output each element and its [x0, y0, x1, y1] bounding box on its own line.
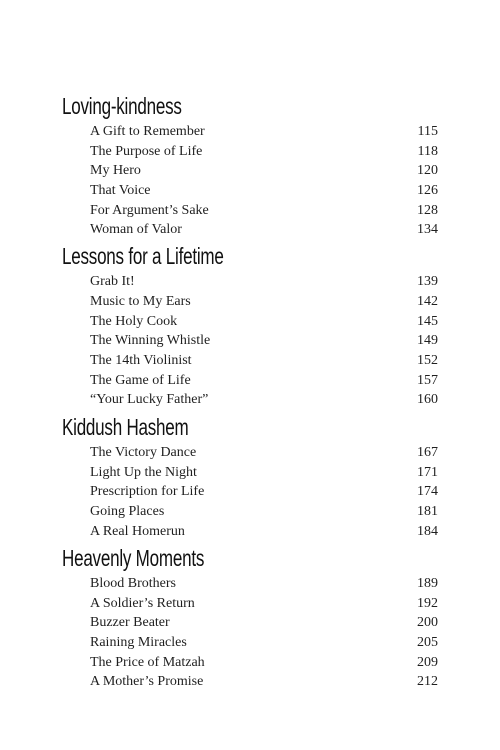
toc-entry	[90, 443, 438, 463]
entry-title: The Price of Matzah	[90, 655, 205, 670]
toc-entry	[90, 331, 438, 351]
entry-title: My Hero	[90, 163, 141, 178]
entry-title: Prescription for Life	[90, 484, 205, 499]
entry-page-number: 209	[417, 655, 438, 670]
entry-title: Woman of Valor	[90, 222, 182, 237]
entry-title: Raining Miracles	[90, 635, 187, 650]
section-title: Lessons for a Lifetime	[62, 243, 224, 269]
entry-page-number: 115	[417, 124, 438, 139]
toc-entry	[90, 482, 438, 502]
entry-title: Light Up the Night	[90, 465, 197, 480]
entry-page-number: 181	[417, 504, 438, 519]
entry-page-number: 171	[417, 465, 438, 480]
entry-title: Music to My Ears	[90, 294, 191, 309]
entry-title: The Holy Cook	[90, 314, 178, 329]
entry-page-number: 184	[417, 524, 438, 539]
entry-title: The 14th Violinist	[90, 353, 192, 368]
toc-entry	[90, 613, 438, 633]
entry-title: That Voice	[90, 183, 151, 198]
entry-title: The Winning Whistle	[90, 333, 211, 348]
toc-entry	[90, 390, 438, 410]
section-title: Heavenly Moments	[62, 545, 205, 571]
toc-entry	[90, 220, 438, 240]
entry-page-number: 174	[417, 484, 438, 499]
entry-page-number: 128	[417, 203, 438, 218]
toc-entry	[90, 122, 438, 142]
toc-entry	[90, 653, 438, 673]
toc-entry	[90, 463, 438, 483]
entry-title: Buzzer Beater	[90, 615, 170, 630]
entry-title: Grab It!	[90, 274, 135, 289]
toc-entry	[90, 142, 438, 162]
entry-page-number: 139	[417, 274, 438, 289]
entry-title: A Gift to Remember	[90, 124, 205, 139]
entry-page-number: 189	[417, 576, 438, 591]
toc-entry	[90, 272, 438, 292]
entry-page-number: 192	[417, 596, 438, 611]
entry-title: “Your Lucky Father”	[90, 392, 209, 407]
entry-page-number: 205	[417, 635, 438, 650]
section-title: Loving-kindness	[62, 93, 182, 119]
toc-entry	[90, 672, 438, 692]
toc-entry	[90, 181, 438, 201]
entry-page-number: 160	[417, 392, 438, 407]
entry-page-number: 126	[417, 183, 438, 198]
toc-entry	[90, 292, 438, 312]
toc-entry	[90, 574, 438, 594]
toc-entry	[90, 633, 438, 653]
entry-page-number: 167	[417, 445, 438, 460]
entry-page-number: 142	[417, 294, 438, 309]
entry-title: The Purpose of Life	[90, 144, 203, 159]
entry-title: The Victory Dance	[90, 445, 197, 460]
toc-entry	[90, 502, 438, 522]
entry-page-number: 200	[417, 615, 438, 630]
entry-page-number: 118	[417, 144, 438, 159]
toc-entry	[90, 594, 438, 614]
entry-title: A Mother’s Promise	[90, 674, 204, 689]
entry-page-number: 120	[417, 163, 438, 178]
entry-page-number: 134	[417, 222, 438, 237]
entry-title: The Game of Life	[90, 373, 191, 388]
entry-page-number: 149	[417, 333, 438, 348]
entry-title: A Real Homerun	[90, 524, 185, 539]
entry-title: A Soldier’s Return	[90, 596, 195, 611]
entry-page-number: 152	[417, 353, 438, 368]
entry-page-number: 157	[417, 373, 438, 388]
toc-entry	[90, 201, 438, 221]
section-title: Kiddush Hashem	[62, 414, 189, 440]
entry-title: For Argument’s Sake	[90, 203, 209, 218]
entry-page-number: 212	[417, 674, 438, 689]
toc-entry	[90, 371, 438, 391]
entry-title: Going Places	[90, 504, 165, 519]
toc-entry	[90, 312, 438, 332]
entry-page-number: 145	[417, 314, 438, 329]
toc-entry	[90, 161, 438, 181]
entry-title: Blood Brothers	[90, 576, 176, 591]
toc-entry	[90, 522, 438, 542]
toc-entry	[90, 351, 438, 371]
